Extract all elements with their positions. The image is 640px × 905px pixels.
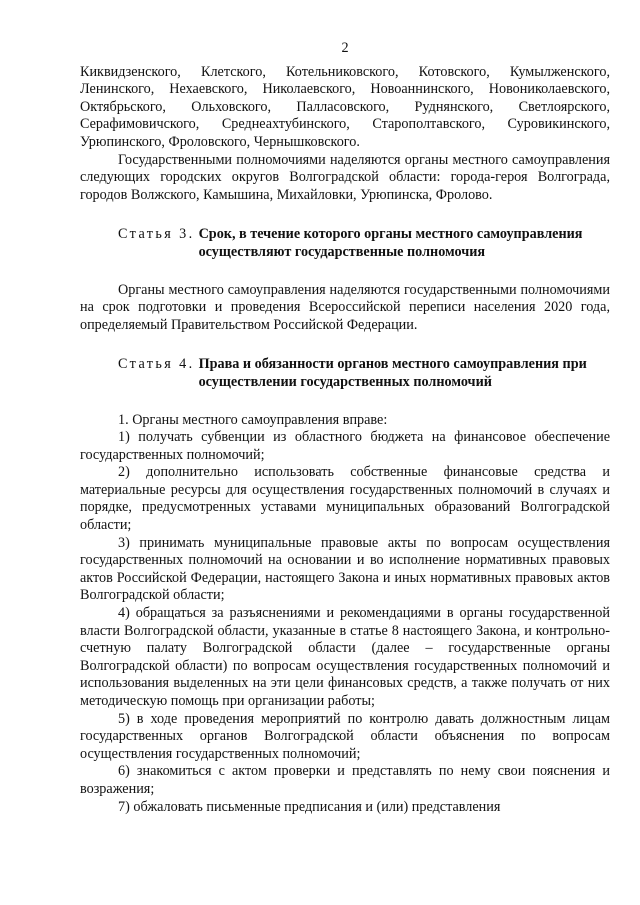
intro-paragraph-tail: Киквидзенского, Клетского, Котельниковского, Котовского, Кумылженского, Ленинского, Нехаевского, Николаевского, Новоаннинского, Новониколаевского, Октябрьского, Ольховского, Палласовского, Руднянского, Светлоярского, Серафимовичского, Среднеахтубинского, Старополтавского, Суровикинского, Урюпинского, Фроловского, Чернышковского. — [80, 63, 610, 150]
article-3-label: Статья 3. — [118, 226, 195, 243]
article-4-item-3: 3) принимать муниципальные правовые акты по вопросам осуществления государственных полномочий на основании и во исполнение нормативных правовых актов Российской Федерации, настоящего Закона и иных нормативных правовых актов Волгоградской области; — [80, 534, 610, 604]
document-page — [80, 40, 610, 816]
article-3-title: Срок, в течение которого органы местного самоуправления осуществляют государственные полномочия — [198, 226, 583, 260]
article-4-item-1: 1) получать субвенции из областного бюджета на финансовое обеспечение государственных полномочий; — [80, 429, 610, 463]
article-4-item-2: 2) дополнительно использовать собственные финансовые средства и материальные ресурсы для осуществления государственных полномочий в случаях и порядке, предусмотренных уставами муниципальных образований Волгоградской области; — [80, 464, 610, 534]
article-4-title: Права и обязанности органов местного самоуправления при осуществлении государственных полномочий — [198, 356, 587, 390]
article-4-lead: 1. Органы местного самоуправления вправе: — [118, 411, 388, 428]
article-4-item-7: 7) обжаловать письменные предписания и (или) представления — [118, 798, 501, 815]
article-4-heading — [80, 356, 610, 391]
article-3-body: Органы местного самоуправления наделяются государственными полномочиями на срок подготовки и проведения Всероссийской переписи населения 2020 года, определяемый Правительством Российской Федерации. — [80, 281, 610, 333]
article-4-item-5: 5) в ходе проведения мероприятий по контролю давать должностным лицам государственных органов Волгоградской области объяснения по вопросам осуществления государственных полномочий; — [80, 710, 610, 762]
article-4-label: Статья 4. — [118, 356, 195, 373]
intro-paragraph-2: Государственными полномочиями наделяются органы местного самоуправления следующих городских округов Волгоградской области: города-героя Волгограда, городов Волжского, Камышина, Михайловки, Урюпинска, Фролово. — [80, 151, 610, 203]
page-number: 2 — [341, 40, 349, 56]
article-4-item-4: 4) обращаться за разъяснениями и рекомендациями в органы государственной власти Волгоградской области, указанные в статье 8 настоящего Закона, и контрольно-счетную палату Волгоградской области (далее – государственные органы Волгоградской области) по вопросам осуществления государственных полномочий и использования выделенных на эти цели финансовых средств, а также получать от них методическую помощь при организации работы; — [80, 605, 610, 709]
article-4-item-6: 6) знакомиться с актом проверки и представлять по нему свои пояснения и возражения; — [80, 763, 610, 797]
article-3-heading — [80, 226, 610, 261]
